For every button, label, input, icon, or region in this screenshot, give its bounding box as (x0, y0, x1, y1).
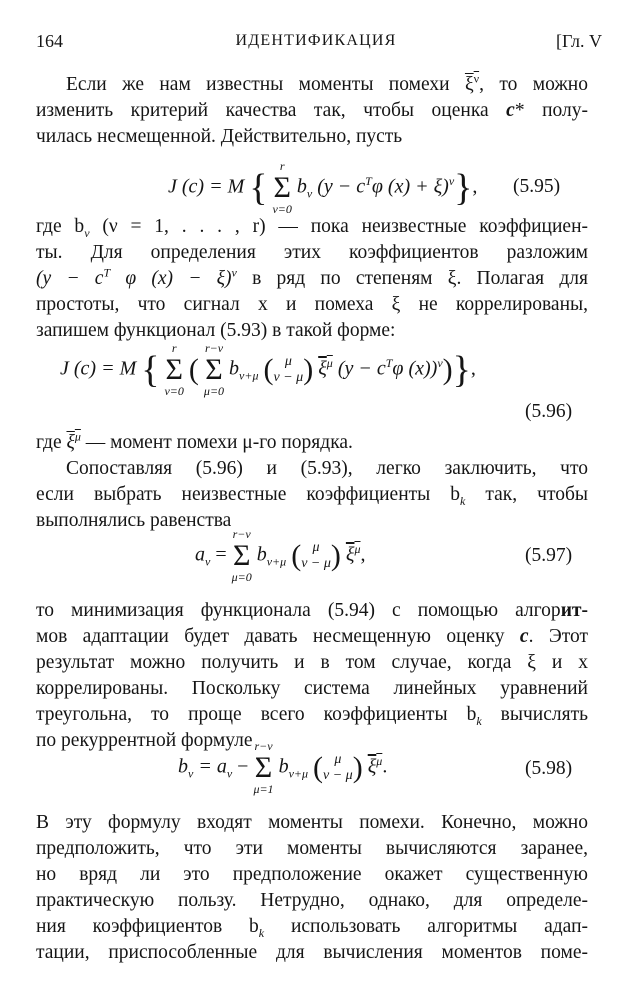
text-line: где $b_\nu$ (ν = 1, . . . , r) — пока неизвестные коэффициен- (36, 216, 588, 240)
binomial: μ ν − μ (323, 752, 353, 783)
running-title: ИДЕНТИФИКАЦИЯ (235, 32, 397, 49)
paragraph-5 (36, 598, 588, 754)
equation-number: (5.97) (525, 545, 573, 566)
text-line: то минимизация функционала (5.94) с помощью алгорит- (36, 600, 588, 621)
text-line: результат можно получить и в том случае, когда ξ и x (36, 652, 588, 673)
binomial: μ ν − μ (273, 354, 304, 385)
equation-5-95: J (c) = M { r Σ ν=0 $b_\nu$ ($y - c^T\varphi$ (x) + ξ)$^\nu$}, (168, 159, 478, 216)
text-line: ты. Для определения этих коэффициентов разложим (36, 242, 588, 263)
text-line: мов адаптации будет давать несмещенную оценку c. Этот (36, 626, 588, 647)
text-line: Если же нам известны моменты помехи $\overline{\xi}^{\overline{\nu}}$, то можно (66, 71, 588, 95)
text-line: В эту формулу входят моменты помехи. Конечно, можно (36, 812, 588, 833)
paragraph-6 (36, 810, 588, 966)
equation-number: (5.95) (513, 176, 561, 197)
paragraph-3 (36, 430, 588, 456)
text-line: предположить, что эти моменты вычисляются заранее, (36, 838, 588, 859)
chapter-reference: [Гл. V (555, 31, 602, 51)
equation-5-97: $a_\nu$ = r−ν Σ μ=0 $b_{\nu+\mu}$ ( μ ν − μ ) $\overline{\xi}^{\overline{\mu}}$, (195, 527, 366, 584)
equation-5-96: J (c) = M { r Σ ν=0 ( r−ν Σ μ=0 $b_{\nu+\mu}$ ( μ ν − μ ) $\overline{\xi}^{\overline{\mu}}$ ($y - c^T\varphi$ (x))$^\nu$)}, (60, 341, 476, 398)
text-line: простоты, что сигнал x и помеха ξ не коррелированы, (36, 294, 588, 315)
summation-sign: r Σ ν=0 (164, 341, 184, 398)
text-line: по рекуррентной формуле (36, 730, 253, 751)
summation-sign: r Σ ν=0 (272, 159, 292, 216)
equation-number: (5.96) (525, 401, 573, 422)
text-line: ния коэффициентов $b_k$ использовать алгоритмы адап- (36, 916, 589, 940)
summation-sign: r−ν Σ μ=0 (231, 527, 252, 584)
text-line: но вряд ли это предположение окажет существенную (36, 864, 588, 885)
binomial: μ ν − μ (301, 540, 331, 571)
paragraph-1 (36, 72, 588, 150)
text-line: запишем функционал (5.93) в такой форме: (36, 320, 396, 341)
paragraph-2 (36, 214, 588, 344)
text-line: коррелированы. Поскольку система линейных уравнений (36, 678, 588, 699)
text-line: ($y - c^T$ φ (x) − ξ)$^\nu$ в ряд по степеням ξ. Полагая для (36, 265, 588, 289)
text-line: треугольна, то проще всего коэффициенты $b_k$ вычислять (36, 704, 589, 728)
paragraph-4 (36, 456, 588, 534)
text-line: выполнялись равенства (36, 510, 232, 531)
text-line: практическую пользу. Нетрудно, однако, для определе- (36, 890, 588, 911)
equation-number: (5.98) (525, 758, 573, 779)
text-line: если выбрать неизвестные коэффициенты $b_k$ так, чтобы (36, 484, 589, 508)
text-line: изменить критерий качества так, чтобы оценка c* полу- (36, 100, 588, 121)
text-line: где $\overline{\xi}^{\overline{\mu}}$ — момент помехи μ-го порядка. (36, 429, 353, 453)
text-line: тации, приспособленные для вычисления моментов поме- (36, 942, 588, 963)
equation-5-98: $b_\nu = a_\nu$ − r−ν Σ μ=1 $b_{\nu+\mu}$ ( μ ν − μ ) $\overline{\xi}^{\overline{\mu}}$. (178, 739, 388, 796)
page-number: 164 (36, 31, 63, 51)
text-line: Сопоставляя (5.96) и (5.93), легко заключить, что (66, 458, 588, 479)
summation-sign: r−ν Σ μ=1 (253, 739, 274, 796)
summation-sign: r−ν Σ μ=0 (203, 341, 225, 398)
text-line: чилась несмещенной. Действительно, пусть (36, 126, 403, 147)
